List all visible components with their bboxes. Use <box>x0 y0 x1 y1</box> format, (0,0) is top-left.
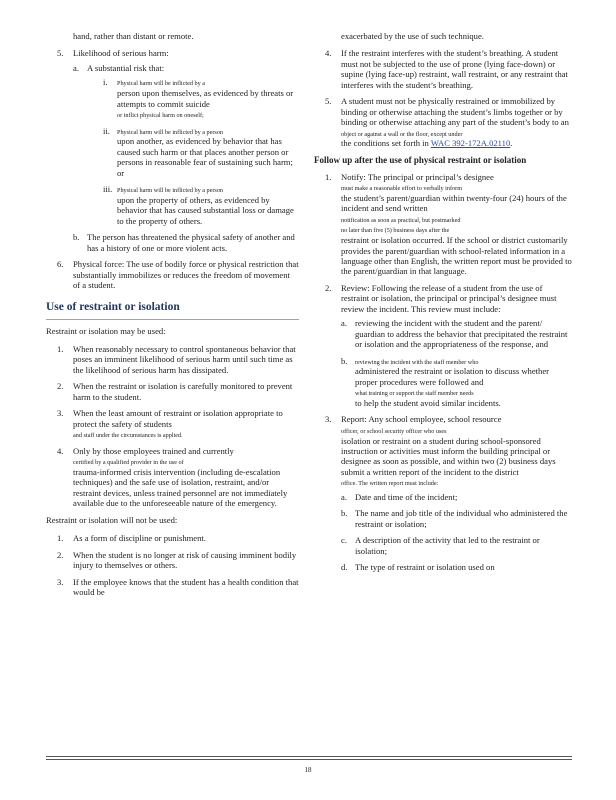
page-number: 18 <box>304 766 312 774</box>
list-item-roman-i: i. Physical harm will be inflicted by a person upon themselves, as evidenced by threats or attempts to commit suicide or inflict physical harm on oneself; <box>103 77 294 119</box>
list-item-breathing: 4. If the restraint interferes with the student’s breathing. A student must not be subjected to the use of prone (lying face-down) or supine (lying face-up) restraint, wall restraint, or any restraint that interferes with the student’s breathing. <box>325 48 568 90</box>
list-item-roman-iii: iii. Physical harm will be inflicted by a person upon the property of others, as evidenced by behavior that has caused substantial loss or damage to the property of others. <box>103 184 294 226</box>
list-item: c. A description of the activity that led to the restraint or isolation; <box>341 535 540 556</box>
list-item-roman-ii: ii. Physical harm will be inflicted by a person upon another, as evidenced by behavior that has caused such harm or that places another person or persons in reasonable fear of sustaining such harm; or <box>103 125 293 178</box>
list-item-physical-force: 6. Physical force: The use of bodily force or physical restriction that substantially immobilizes or reduces the freedom of movement of a student. <box>57 259 299 290</box>
list-item-likelihood: 5. Likelihood of serious harm: a. A substantial risk that: i. Physical harm will be inflicted by a person upon themselves, as evidenced by threats or attempts to commit suicide or inflict physical harm on oneself; ii. Physical harm will be inflicted by a person upon another, as evidenced by behavior that has caused such harm or that places another person or persons in reasonable fear of sustaining such harm; or iii. Physical harm will be inflicted by a person upon the property of others, as evidenced by behavior that has caused substantial loss or damage to the property of others. b. The person has threatened the physical safety of another and has a history of one or more violent acts. <box>46 48 299 253</box>
list-item: b. reviewing the incident with the staff member who administered the restraint or isolation to discuss whether proper procedures were followed and what training or support the staff member needs to help the student avoid similar incidents. <box>341 355 550 408</box>
continued-line: exacerbated by the use of such technique. <box>341 31 484 41</box>
section-heading-follow-up: Follow up after the use of physical restraint or isolation <box>314 154 527 165</box>
list-item: 4. Only by those employees trained and currently certified by a qualified provider in the use of trauma-informed crisis intervention (including de-escalation techniques) and the safe use of isolation, restraint, and/or restraint devices, unless trained personnel are not immediately available due to the unforeseeable nature of the emergency. <box>57 445 288 509</box>
footer-divider <box>46 756 572 757</box>
list-item-substantial-risk: a. A substantial risk that: i. Physical harm will be inflicted by a person upon themselves, as evidenced by threats or attempts to commit suicide or inflict physical harm on oneself; ii. Physical harm will be inflicted by a person upon another, as evidenced by behavior that has caused such harm or that places another person or persons in reasonable fear of sustaining such harm; or iii. Physical harm will be inflicted by a person upon the property of others, as evidenced by behavior that has caused substantial loss or damage to the property of others. <box>73 63 299 226</box>
list-item: a. reviewing the incident with the student and the parent/ guardian to address the behavior that precipitated the restraint or isolation and the appropriateness of the response, and <box>341 318 568 350</box>
list-item-report: 3. Report: Any school employee, school resource officer, or school security officer who uses isolation or restraint on a student during school-sponsored instruction or activities must inform the building principal or designee as soon as possible, and within two (2) business days submit a written report of the incident to the district office. The written report must include: a. Date and time of the incident; b. The name and job title of the individual who administered the restraint or isolation; c. A description of the activity that led to the restraint or isolation; d. The type of restraint or isolation used on <box>314 414 572 572</box>
list-item: a. Date and time of the incident; <box>341 492 458 502</box>
list-item: 1. When reasonably necessary to control spontaneous behavior that poses an imminent likelihood of serious harm until such time as the likelihood of serious harm has dissipated. <box>57 343 296 375</box>
list-item-binding: 5. A student must not be physically restrained or immobilized by binding or otherwise attaching the student’s limbs together or by binding or otherwise attaching any part of the student’s body to an object or against a wall or the floor, except under the conditions set forth in WAC 392-172A.02110. <box>325 96 569 149</box>
not-be-used-intro: Restraint or isolation will not be used: <box>46 514 178 525</box>
footer-divider <box>46 759 572 760</box>
list-item-threatened: b. The person has threatened the physical safety of another and has a history of one or more violent acts. <box>73 232 295 253</box>
wac-link[interactable]: WAC 392-172A.02110 <box>430 138 511 149</box>
list-item: 1. As a form of discipline or punishment. <box>57 533 206 544</box>
list-item-notify: 1. Notify: The principal or principal’s designee must make a reasonable effort to verbally inform the student’s parent/guardian within twenty-four (24) hours of the incident and send written notification as soon as practical, but postmarked no later than five (5) business days after the restraint or isolation occurred. If the school or district customarily provides the parent/guardian with school-related information in a language other than English, the written report must be provided to the parent/guardian in that language. <box>325 171 572 277</box>
section-heading-use-of-restraint: Use of restraint or isolation <box>46 300 299 319</box>
may-be-used-list <box>46 344 299 509</box>
not-be-used-list <box>46 533 299 597</box>
continued-line: hand, rather than distant or remote. <box>73 31 194 41</box>
list-item: 3. When the least amount of restraint or isolation appropriate to protect the safety of students and staff under the circumstances is applied. <box>57 408 283 440</box>
list-item-review: 2. Review: Following the release of a student from the use of restraint or isolation, the principal or principal’s designee must review the incident. This review must include: a. reviewing the incident with the student and the parent/ guardian to address the behavior that precipitated the restraint or isolation and the appropriateness of the response, and b. reviewing the incident with the staff member who administered the restraint or isolation to discuss whether proper procedures were followed and what training or support the staff member needs to help the student avoid similar incidents. <box>314 283 572 408</box>
may-be-used-intro: Restraint or isolation may be used: <box>46 325 166 336</box>
left-column <box>46 31 299 604</box>
list-item: d. The type of restraint or isolation used on <box>341 562 495 573</box>
list-item: b. The name and job title of the individual who administered the restraint or isolation; <box>341 508 568 529</box>
list-item: 2. When the student is no longer at risk of causing imminent bodily injury to themselves or others. <box>57 549 297 571</box>
list-item: 2. When the restraint or isolation is carefully monitored to prevent harm to the student. <box>57 381 293 402</box>
list-item: 3. If the employee knows that the student has a health condition that would be <box>57 576 299 598</box>
right-column <box>314 31 572 579</box>
